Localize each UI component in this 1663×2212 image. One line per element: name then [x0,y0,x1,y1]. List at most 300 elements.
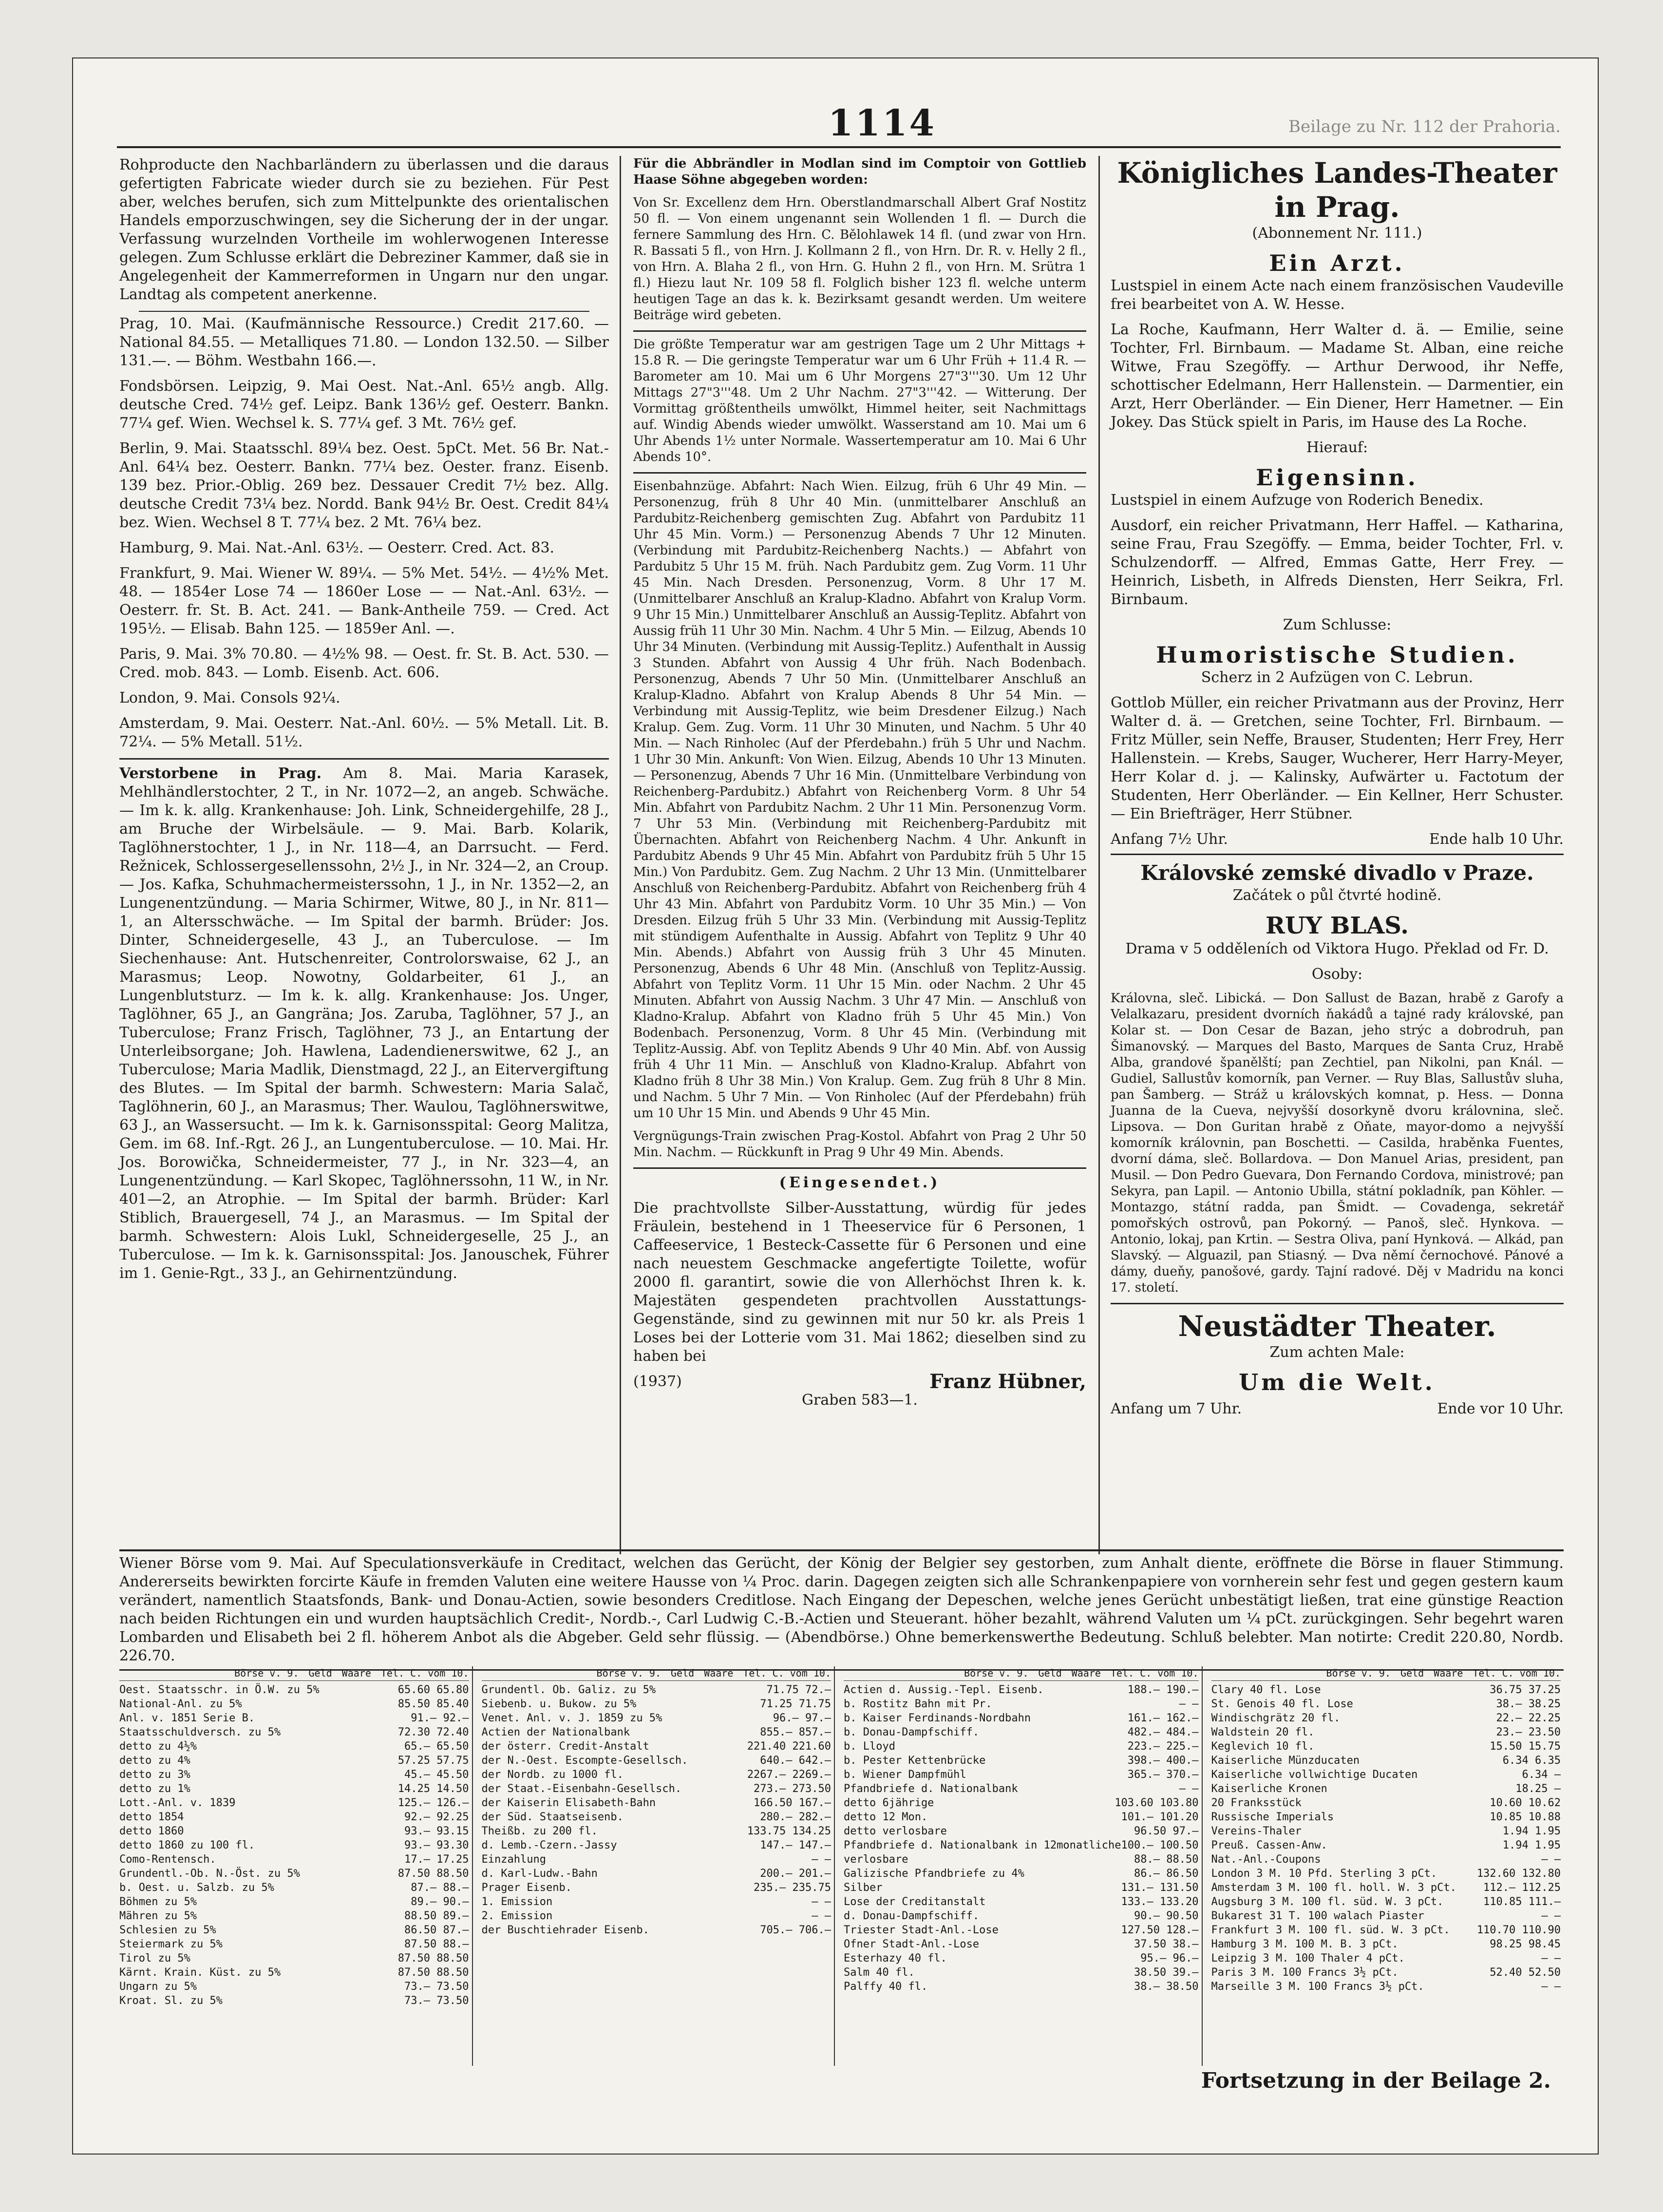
advert-heading: (Eingesendet.) [779,1174,941,1191]
program-note: Zum Schlusse: [1283,616,1392,633]
price-values: 131.— 131.50 [1121,1882,1199,1894]
price-values: 23.— 23.50 [1496,1726,1561,1738]
security-name: Pfandbriefe d. Nationalbank in 12monatliche [844,1839,1121,1851]
exchange-tables [119,1666,1564,2066]
cast-heading: Osoby: [1311,966,1363,983]
column-header: Waare [704,1667,734,1679]
column-divider [1098,156,1100,1554]
security-name: Waldstein 20 fl. [1211,1726,1315,1738]
table-row [1211,1980,1561,1994]
security-name: Palffy 40 fl. [844,1981,928,1993]
play-description: Lustspiel in einem Acte nach einem französischen Vaudeville frei bearbeitet von A. W. Hesse. [1111,277,1564,313]
price-values: 133.75 134.25 [747,1825,831,1837]
table-row [844,1768,1199,1782]
security-name: Frankfurt 3 M. 100 fl. süd. W. 3 pCt. [1211,1924,1450,1936]
donation-heading: Für die Abbrändler in Modlan sind im Comptoir von Gottlieb Haase Söhne abgegeben worden: [633,156,1086,187]
table-row [482,1838,832,1852]
market-amsterdam: Amsterdam, 9. Mai. Oesterr. Nat.-Anl. 60½. — 5% Metall. Lit. B. 72¼. — 5% Metall. 51½. [119,715,609,750]
security-name: detto zu 4½% [119,1740,197,1753]
column-header: Waare [1071,1667,1101,1679]
security-name: detto zu 1% [119,1783,190,1795]
security-name: Kaiserliche Münzducaten [1211,1754,1360,1767]
price-values: — — [812,1853,831,1866]
price-values: 72.30 72.40 [397,1726,469,1738]
security-name: der österr. Credit-Anstalt [481,1740,649,1753]
security-name: London 3 M. 10 Pfd. Sterling 3 pCt. [1211,1868,1437,1880]
table-row [1211,1923,1561,1937]
price-values: 86.— 86.50 [1134,1868,1199,1880]
column-header: Waare [341,1667,371,1679]
table-row [482,1895,832,1909]
column-header: Börse v. 9. [964,1667,1029,1679]
price-values: 87.50 88.50 [397,1952,469,1964]
price-values: — — [812,1896,831,1908]
table-row [1211,1739,1561,1754]
price-values: 188.— 190.— [1127,1684,1199,1696]
price-values: 101.— 101.20 [1121,1811,1199,1823]
price-values: 10.85 10.88 [1490,1811,1561,1823]
price-values: 273.— 273.50 [754,1783,831,1795]
table-row [844,1796,1199,1810]
market-prag: Prag, 10. Mai. (Kaufmännische Ressource.) Credit 217.60. — National 84.55. — Metalliques 71.80. — London 132.50. — Silber 131.—. — Böhm. Westbahn 166.—. [119,315,609,369]
table-row [482,1810,832,1824]
market-fonds: Fondsbörsen. Leipzig, 9. Mai Oest. Nat.-Anl. 65½ angb. Allg. deutsche Cred. 74½ gef. Leipz. Bank 136½ gef. Oesterr. Bankn. 77¼ gef. Wien. Wechsel k. S. 77¼ gef. 3 Mt. 76½ gef. [119,378,609,432]
security-name: Como-Rentensch. [119,1853,216,1866]
security-name: verlosbare [844,1853,908,1866]
price-values: 73.— 73.50 [404,1981,469,1993]
security-name: Keglevich 10 fl. [1211,1740,1315,1753]
divider [1111,854,1564,855]
price-values: 6.34 6.35 [1502,1754,1561,1767]
table-row [1211,1683,1561,1697]
price-values: 132.60 132.80 [1476,1868,1561,1880]
price-values: 65.60 65.80 [397,1684,469,1696]
table-row [1211,1965,1561,1980]
table-row [119,1810,469,1824]
table-row [1211,1937,1561,1951]
advert-number: (1937) [633,1373,682,1390]
price-values: 640.— 642.— [760,1754,831,1767]
security-name: b. Lloyd [844,1740,895,1753]
security-name: Venet. Anl. v. J. 1859 zu 5% [481,1712,662,1724]
security-name: 20 Franksstück [1211,1797,1302,1809]
security-name: Siebenb. u. Bukow. zu 5% [481,1698,637,1710]
play-title: Humoristische Studien. [1156,642,1518,668]
table-row [119,1923,469,1937]
table-row [482,1796,832,1810]
security-name: detto 1854 [119,1811,184,1823]
exchange-table [482,1666,835,2066]
table-row [119,1909,469,1923]
security-name: Preuß. Cassen-Anw. [1211,1839,1327,1851]
market-berlin: Berlin, 9. Mai. Staatsschl. 89¼ bez. Oest. 5pCt. Met. 56 Br. Nat.-Anl. 64¼ bez. Oesterr. Bankn. 77¼ bez. Oester. franz. Eisenb. 139 bez. Prior.-Oblig. 269 bez. Dessauer Credit 7½ bez. Allg. deutsche Credit 73¼ bez. Nordd. Bank 94½ Br. Oest. Credit 84¼ bez. Wien. Wechsel 8 T. 77¼ bez. 2 Mt. 76¼ bez. [119,440,609,531]
table-row [844,1909,1199,1923]
security-name: b. Pester Kettenbrücke [844,1754,986,1767]
price-values: 45.— 45.50 [404,1769,469,1781]
deaths-list: Am 8. Mai. Maria Karasek, Mehlhändlerstochter, 2 T., in Nr. 1072—2, an angeb. Schwäche. — Im k. k. allg. Krankenhause: Joh. Link, Schneidergehilfe, 28 J., am Bruche der Wirbelsäule. — 9. Mai. Barb. Kolarik, Taglöhnerstochter, 1 J., in Nr. 118—4, an Darrsucht. — Ferd. Režnicek, Schlossergesellenssohn, 2½ J., in Nr. 324—2, an Croup. — Jos. Kafka, Schuhmachermeisterssohn, 1 J., in Nr. 1352—2, an Lungenentzündung. — Maria Schirmer, Witwe, 80 J., in Nr. 811—1, an Altersschwäche. — Im Spital der barmh. Brüder: Jos. Dinter, Schneidergeselle, 43 J., an Tuberculose. — Im Siechenhause: Ant. Hutschenreiter, Controlorswaise, 62 J., an Marasmus; Leop. Nowotny, Goldarbeiter, 61 J., an Lungenblutsturz. — Im k. k. allg. Krankenhause: Jos. Unger, Taglöhner, 65 J., an Gangräna; Jos. Zaruba, Taglöhner, 57 J., an Tuberculose; Franz Frisch, Taglöhner, 73 J., an Entartung der Unterleibsorgane; Joh. Hawlena, Ladendienerswitwe, 62 J., an Tuberculose; Maria Madlik, Dienstmagd, 22 J., an Eitervergiftung des Blutes. — Im Spital der barmh. Schwestern: Maria Salač, Taglöhnerin, 60 J., an Marasmus; Ther. Waulou, Taglöhnerswitwe, 63 J., an Wassersucht. — Im k. k. Garnisonsspital: Georg Malitza, Gem. im 68. Inf.-Rgt. 26 J., an Lungentuberculose. — 10. Mai. Hr. Jos. Borowička, Schneidermeister, 77 J., in Nr. 323—4, an Lungenentzündung. — Karl Skopec, Taglöhnerssohn, 11 W., in Nr. 401—2, an Atrophie. — Im Spital der barmh. Brüder: Karl Stiblich, Brauergesell, 74 J., an Marasmus. — Im Spital der barmh. Schwestern: Alois Lukl, Schneidergeselle, 25 J., an Tuberculose. — Im k. k. Garnisonsspital: Jos. Janouschek, Führer im 1. Genie-Rgt., 33 J., an Gehirnentzündung. [119,765,609,1282]
exchange-table [119,1666,473,2066]
security-name: detto 1860 zu 100 fl. [119,1839,255,1851]
price-values: — — [1179,1783,1199,1795]
table-row [844,1725,1199,1739]
table-row [482,1768,832,1782]
table-row [119,1881,469,1895]
table-row [844,1895,1199,1909]
price-values: 17.— 17.25 [404,1853,469,1866]
price-values: 110.70 110.90 [1476,1924,1561,1936]
table-row [844,1810,1199,1824]
price-values: 87.50 88.50 [397,1966,469,1979]
theater-title: Königliches Landes-Theater in Prag. [1117,156,1557,224]
security-name: Mähren zu 5% [119,1910,197,1922]
price-values: 93.— 93.30 [404,1839,469,1851]
play-cast: Královna, sleč. Libická. — Don Sallust de Bazan, hrabě z Garofy a Velalkazaru, president dvorních ňakádů a tajné rady královské, pan Kolar st. — Don Cesar de Bazan, jeho strýc a dobrodruh, pan Šimanovský. — Marques del Basto, Marques de Santa Cruz, Hrabě Alba, grandové španělští; pan Zechtiel, pan Nikolni, pan Knál. — Gudiel, Sallustův komorník, pan Verner. — Ruy Blas, Sallustův sluha, pan Šamberg. — Stráž u královských komnat, p. Hess. — Donna Juanna de la Cueva, nejvyšší dosorkyně dvoru královnina, slеč. Lipsova. — Don Guritan hrabě z Oňate, mayor-domo a nejvyšší komorník královnin, pan Boschetti. — Casilda, hraběnka Fuentes, dvorní dáma, slеč. Bollardova. — Don Manuel Arias, president, pan Musil. — Don Pedro Guevara, Don Fernando Cordova, ministrové; pan Sekyra, pan Lapil. — Antonio Ubilla, státní pokladník, pan Köhler. — Montazgo, státní radda, pan Šmidt. — Covadenga, sekretář pomořských ostrovů, pan Pokorný. — Panoš, slеč. Hynkova. — Antonio, lokaj, pan Krtin. — Sestra Oliva, paní Hynková. — Alkád, pan Slavský. — Alguazil, pan Stiasný. — Dva němí černochové. Pánové a dámy, dueňy, panošové, gardy. Tajní radové. Děj v Madridu na konci 17. století. [1111,991,1564,1295]
advert-text: Die prachtvollste Silber-Ausstattung, würdig für jedes Fräulein, bestehend in 1 Theeservice für 6 Personen, 1 Caffeeservice, 1 Besteck-Cassette für 6 Personen und eine nach neuestem Geschmacke angefertigte Toilette, wofür 2000 fl. garantirt, sowie die von Allerhöchst Ihren k. k. Majestäten gespendeten prachtvollen Ausstattungs-Gegenstände, sind zu gewinnen mit nur 50 kr. als Preis 1 Loses bei der Lotterie vom 31. Mai 1862; dieselben sind zu haben bei [633,1200,1086,1365]
table-row [119,1725,469,1739]
security-name: Hamburg 3 M. 100 M. B. 3 pCt. [1211,1938,1398,1950]
price-values: 280.— 282.— [760,1811,831,1823]
theater-title: Neustädter Theater. [1178,1310,1496,1343]
play-description: Scherz in 2 Aufzügen von C. Lebrun. [1201,669,1474,686]
security-name: Einzahlung [481,1853,546,1866]
price-values: 6.34 — [1522,1769,1561,1781]
security-name: Tirol zu 5% [119,1952,190,1964]
table-row [119,1852,469,1867]
security-name: 2. Emission [481,1910,553,1922]
divider [119,758,609,760]
table-row [119,1937,469,1951]
price-values: 38.50 39.— [1134,1966,1199,1979]
security-name: Theißb. zu 200 fl. [481,1825,598,1837]
security-name: der Staat.-Eisenbahn-Gesellsch. [481,1783,682,1795]
excursion-train: Vergnügungs-Train zwischen Prag-Kostol. Abfahrt von Prag 2 Uhr 50 Min. Nachm. — Rückkunft in Prag 9 Uhr 49 Min. Abends. [633,1129,1086,1160]
price-values: 18.25 — [1515,1783,1561,1795]
end-time: Ende vor 10 Uhr. [1437,1400,1564,1417]
table-row [844,1980,1199,1994]
security-name: Anl. v. 1851 Serie B. [119,1712,255,1724]
security-name: Amsterdam 3 M. 100 fl. holl. W. 3 pCt. [1211,1882,1456,1894]
deaths-heading: Verstorbene in Prag. [119,765,322,782]
price-values: 482.— 484.— [1127,1726,1199,1738]
table-row [482,1852,832,1867]
column-header: Tel. C. vom 10. [743,1667,831,1679]
security-name: Bukarest 31 T. 100 walach Piaster [1211,1910,1424,1922]
column-header: Börse v. 9. [1326,1667,1391,1679]
exchange-table [1211,1666,1564,2066]
table-row [1211,1725,1561,1739]
start-time: Anfang um 7 Uhr. [1111,1400,1242,1417]
table-row [482,1867,832,1881]
security-name: Steiermark zu 5% [119,1938,223,1950]
column-header: Tel. C. vom 10. [1110,1667,1199,1679]
column-header: Börse v. 9. [596,1667,661,1679]
table-row [1211,1697,1561,1711]
price-values: 38.— 38.25 [1496,1698,1561,1710]
table-row [1211,1754,1561,1768]
running-title: Beilage zu Nr. 112 der Prahoria. [1288,117,1561,136]
price-values: — — [1541,1952,1561,1964]
security-name: d. Karl-Ludw.-Bahn [481,1868,598,1880]
security-name: Prager Eisenb. [481,1882,572,1894]
security-name: detto 6jährige [844,1797,934,1809]
security-name: Actien der Nationalbank [481,1726,630,1738]
play-description: Drama v 5 odděleních od Viktora Hugo. Překlad od Fr. D. [1125,940,1549,957]
security-name: Marseille 3 M. 100 Francs 3½ pCt. [1211,1981,1424,1993]
column-right [1111,156,1564,1530]
price-values: 86.50 87.— [404,1924,469,1936]
security-name: Leipzig 3 M. 100 Thaler 4 pCt. [1211,1952,1405,1964]
play-title: Ein Arzt. [1269,250,1405,276]
continuation-note: Fortsetzung in der Beilage 2. [1201,2068,1551,2093]
table-row [482,1881,832,1895]
start-time: Začátek o půl čtvrté hodině. [1232,887,1442,904]
security-name: d. Lemb.-Czern.-Jassy [481,1839,617,1851]
price-values: — — [1179,1698,1199,1710]
table-row [119,1824,469,1838]
railway-timetable: Eisenbahnzüge. Abfahrt: Nach Wien. Eilzug, früh 6 Uhr 49 Min. — Personenzug, früh 8 Uhr 40 Min. (unmittelbarer Anschluß an Pardubitz-Reichenberg gemischten Zug. Abfahrt von Pardubitz 11 Uhr 45 Min. Vorm.) — Personenzug Abends 7 Uhr 12 Minuten. (Verbindung mit Pardubitz-Reichenberg Nachts.) — Abfahrt von Pardubitz 5 Uhr 15 M. früh. Nach Pardubitz gem. Zug Vorm. 11 Uhr 45 Min. Nach Dresden. Personenzug, Vorm. 8 Uhr 17 M. (Unmittelbarer Anschluß an Kralup-Kladno. Abfahrt von Kralup Vorm. 9 Uhr 15 Min.) Unmittelbarer Anschluß an Aussig-Teplitz. Abfahrt von Aussig früh 11 Uhr 30 Min. Nachm. 4 Uhr 5 Min. — Eilzug, Abends 10 Uhr 34 Minuten. (Verbindung mit Aussig-Teplitz.) Aufenthalt in Aussig 3 Stunden. Abfahrt von Aussig 4 Uhr früh. Nach Bodenbach. Personenzug, Abends 7 Uhr 50 Min. (Unmittelbarer Anschluß an Kralup-Kladno. Abfahrt von Kralup Abends 8 Uhr 54 Min. — Verbindung mit Aussig-Teplitz, wie beim Dresdener Eilzug.) Nach Kralup. Gem. Zug. Vorm. 11 Uhr 30 Minuten, und Nachm. 5 Uhr 40 Min. — Nach Rinholec (Auf der Pferdebahn.) früh 5 Uhr und Nachm. 1 Uhr 30 Min. Ankunft: Von Wien. Eilzug, Abends 10 Uhr 13 Minuten. — Personenzug, Abends 7 Uhr 16 Min. (Unmittelbare Verbindung von Reichenberg-Pardubitz.) Abfahrt von Reichenberg Vorm. 8 Uhr 54 Min. Abfahrt von Pardubitz Nachm. 2 Uhr 11 Min. Personenzug Vorm. 7 Uhr 53 Min. (Verbindung mit Reichenberg-Pardubitz mit Übernachten. Abfahrt von Reichenberg Nachm. 4 Uhr. Ankunft in Pardubitz Abends 9 Uhr 45 Min. Abfahrt von Pardubitz früh 5 Uhr 15 Min.) Von Pardubitz. Gem. Zug Nachm. 2 Uhr 13 Min. (Unmittelbarer Anschluß von Reichenberg-Pardubitz. Abfahrt von Reichenberg früh 4 Uhr 43 Min. Abfahrt von Pardubitz Vorm. 10 Uhr 35 Min.) — Von Dresden. Eilzug früh 5 Uhr 33 Min. (Verbindung mit Aussig-Teplitz mit stündigem Aufenthalte in Aussig. Abfahrt von Teplitz 9 Uhr 40 Min. Abends.) Abfahrt von Aussig früh 3 Uhr 45 Minuten. Personenzug, Abends 6 Uhr 48 Min. (Anschluß von Teplitz-Aussig. Abfahrt von Teplitz Vorm. 11 Uhr 15 Min. oder Nachm. 2 Uhr 45 Minuten. Abfahrt von Aussig Nachm. 3 Uhr 47 Min. — Anschluß von Kladno-Kralup. Abfahrt von Kladno früh 5 Uhr 45 Min.) Von Bodenbach. Personenzug, Vorm. 8 Uhr 45 Min. (Verbindung mit Teplitz-Aussig. Abf. von Teplitz Abends 9 Uhr 40 Min. Abf. von Aussig früh 4 Uhr 11 Min. — Anschluß von Kladno-Kralup. Abfahrt von Kladno früh 8 Uhr 38 Min.) Von Kralup. Gem. Zug früh 8 Uhr 8 Min. und Nachm. 5 Uhr 7 Min. — Von Rinholec (Auf der Pferdebahn) früh um 10 Uhr 15 Min. und Abends 9 Uhr 45 Min. [633,479,1086,1121]
price-values: 2267.— 2269.— [747,1769,831,1781]
price-values: — — [1541,1981,1561,1993]
table-row [1211,1711,1561,1725]
security-name: detto verlosbare [844,1825,947,1837]
security-name: Staatsschuldversch. zu 5% [119,1726,281,1738]
table-row [119,1683,469,1697]
divider [633,1167,1086,1169]
price-values: 57.25 57.75 [397,1754,469,1767]
security-name: der Süd. Staatseisenb. [481,1811,624,1823]
security-name: Actien d. Aussig.-Tepl. Eisenb. [844,1684,1044,1696]
table-row [1211,1909,1561,1923]
table-row [844,1683,1199,1697]
table-row [119,1994,469,2008]
security-name: der Nordb. zu 1000 fl. [481,1769,624,1781]
table-row [1211,1852,1561,1867]
table-row [482,1739,832,1754]
price-values: 365.— 370.— [1127,1769,1199,1781]
table-row [482,1782,832,1796]
price-values: — — [1541,1853,1561,1866]
security-name: Windischgrätz 20 fl. [1211,1712,1341,1724]
table-row [119,1867,469,1881]
column-middle [633,156,1086,1530]
security-name: Böhmen zu 5% [119,1896,197,1908]
security-name: 1. Emission [481,1896,553,1908]
security-name: Galizische Pfandbriefe zu 4% [844,1868,1024,1880]
price-values: 89.— 90.— [411,1896,469,1908]
security-name: St. Genois 40 fl. Lose [1211,1698,1353,1710]
security-name: Silber [844,1882,883,1894]
table-row [119,1754,469,1768]
table-header [1211,1666,1561,1681]
table-row [844,1937,1199,1951]
end-time: Ende halb 10 Uhr. [1429,831,1564,848]
play-cast: La Roche, Kaufmann, Herr Walter d. ä. — Emilie, seine Tochter, Frl. Birnbaum. — Madame St. Alban, eine reiche Witwe, Frau Szegöffy. — Arthur Derwood, ihr Neffe, schottischer Edelmann, Herr Hallenstein. — Darmentier, ein Arzt, Herr Oberländer. — Ein Diener, Herr Hametner. — Ein Jokey. Das Stück spielt in Paris, im Hause des La Roche. [1111,321,1564,431]
price-values: 22.— 22.25 [1496,1712,1561,1724]
table-row [1211,1796,1561,1810]
table-row [482,1697,832,1711]
play-title: Eigensinn. [1256,464,1418,491]
price-values: 110.85 111.— [1483,1896,1561,1908]
price-values: 103.60 103.80 [1115,1797,1199,1809]
table-row [1211,1768,1561,1782]
price-values: 90.— 90.50 [1134,1910,1199,1922]
price-values: 96.50 97.— [1134,1825,1199,1837]
security-name: Kärnt. Krain. Küst. zu 5% [119,1966,281,1979]
price-values: 52.40 52.50 [1490,1966,1561,1979]
security-name: Ungarn zu 5% [119,1981,197,1993]
table-row [119,1796,469,1810]
security-name: Schlesien zu 5% [119,1924,216,1936]
column-header: Geld [1038,1667,1062,1679]
security-name: Lott.-Anl. v. 1839 [119,1797,236,1809]
table-row [1211,1838,1561,1852]
column-header: Waare [1434,1667,1463,1679]
column-header: Tel. C. vom 10. [380,1667,469,1679]
security-name: b. Wiener Dampfmühl [844,1769,966,1781]
price-values: 161.— 162.— [1127,1712,1199,1724]
security-name: Lose der Creditanstalt [844,1896,986,1908]
security-name: der N.-Oest. Escompte-Gesellsch. [481,1754,688,1767]
theater-title: Královské zemské divadlo v Praze. [1140,861,1534,885]
table-row [1211,1824,1561,1838]
price-values: 398.— 400.— [1127,1754,1199,1767]
security-name: Esterhazy 40 fl. [844,1952,947,1964]
table-row [844,1867,1199,1881]
play-cast: Ausdorf, ein reicher Privatmann, Herr Haffel. — Katharina, seine Frau, Frau Szegöffy. — Emma, beider Tochter, Frl. v. Schulzendorff. — Alfred, Emmas Gatte, Herr Frey. — Heinrich, Lisbeth, in Alfreds Diensten, Herr Seikra, Frl. Birnbaum. [1111,517,1564,608]
price-values: 95.— 96.— [1140,1952,1199,1964]
price-values: 705.— 706.— [760,1924,831,1936]
divider [633,330,1086,332]
column-header: Geld [670,1667,695,1679]
price-values: 87.50 88.50 [397,1868,469,1880]
security-name: b. Kaiser Ferdinands-Nordbahn [844,1712,1031,1724]
table-row [1211,1895,1561,1909]
security-name: b. Rostitz Bahn mit Pr. [844,1698,992,1710]
table-row [844,1782,1199,1796]
table-row [119,1838,469,1852]
price-values: 112.— 112.25 [1483,1882,1561,1894]
price-values: 166.50 167.— [754,1797,831,1809]
divider [139,311,589,312]
security-name: Kaiserliche Kronen [1211,1783,1327,1795]
price-values: 127.50 128.— [1121,1924,1199,1936]
security-name: Salm 40 fl. [844,1966,915,1979]
donation-list: Von Sr. Excellenz dem Hrn. Oberstlandmarschall Albert Graf Nostitz 50 fl. — Von einem ungenannt sein Wollenden 1 fl. — Durch die fernere Sammlung des Hrn. C. Bělohlawek 14 fl. (und zwar von Hrn. R. Bassati 5 fl., von Hrn. J. Kollmann 2 fl., von Hrn. Dr. R. v. Helly 2 fl., von Hrn. A. Blaha 2 fl., von Hrn. G. Huhn 2 fl., von Hrn. M. Srütra 1 fl.) Hiezu laut Nr. 109 58 fl. Folglich bisher 123 fl. welche unterm heutigen Tage an das k. k. Bezirksamt gesandt werden. Um weitere Beiträge wird gebeten. [633,195,1086,323]
price-values: 98.25 98.45 [1490,1938,1561,1950]
table-row [119,1739,469,1754]
table-row [119,1965,469,1980]
divider [633,472,1086,474]
price-values: 200.— 201.— [760,1868,831,1880]
table-row [119,1782,469,1796]
security-name: Augsburg 3 M. 100 fl. süd. W. 3 pCt. [1211,1896,1444,1908]
price-values: 125.— 126.— [397,1797,469,1809]
price-values: 85.50 85.40 [397,1698,469,1710]
table-row [844,1697,1199,1711]
table-row [844,1711,1199,1725]
table-row [844,1838,1199,1852]
security-name: Paris 3 M. 100 Francs 3½ pCt. [1211,1966,1398,1979]
table-row [844,1881,1199,1895]
market-paris: Paris, 9. Mai. 3% 70.80. — 4½% 98. — Oest. fr. St. B. Act. 530. — Cred. mob. 843. — Lomb. Eisenb. Act. 606. [119,646,609,681]
header-rule [117,146,1561,148]
table-row [844,1824,1199,1838]
divider [1111,1303,1564,1304]
price-values: 1.94 1.95 [1502,1825,1561,1837]
security-name: Kaiserliche vollwichtige Ducaten [1211,1769,1418,1781]
table-row [482,1754,832,1768]
advert-address: Graben 583—1. [802,1392,918,1409]
column-header: Geld [1400,1667,1424,1679]
price-values: 73.— 73.50 [404,1995,469,2007]
price-values: 1.94 1.95 [1502,1839,1561,1851]
table-row [482,1923,832,1937]
price-values: 87.— 88.— [411,1882,469,1894]
play-title: RUY BLAS. [1266,912,1409,939]
market-frankfurt: Frankfurt, 9. Mai. Wiener W. 89¼. — 5% Met. 54½. — 4½% Met. 48. — 1854er Lose 74 — 1860er Lose — — Nat.-Anl. 63½. — Oesterr. fr. St. B. Act. 241. — Bank-Antheile 759. — Cred. Act 195½. — Elisab. Bahn 125. — 1859er Anl. —. [119,565,609,637]
program-note: Hierauf: [1306,439,1368,456]
table-row [844,1951,1199,1965]
price-values: 147.— 147.— [760,1839,831,1851]
price-values: 37.50 38.— [1134,1938,1199,1950]
price-values: 88.— 88.50 [1134,1853,1199,1866]
price-values: — — [1541,1910,1561,1922]
security-name: Ofner Stadt-Anl.-Lose [844,1938,980,1950]
table-row [482,1824,832,1838]
table-row [482,1711,832,1725]
security-name: Grundentl.-Ob. N.-Öst. zu 5% [119,1868,300,1880]
theater-abonnement: (Abonnement Nr. 111.) [1252,225,1422,242]
table-row [119,1980,469,1994]
table-row [1211,1782,1561,1796]
security-name: detto 1860 [119,1825,184,1837]
table-row [1211,1810,1561,1824]
security-name: Nat.-Anl.-Coupons [1211,1853,1321,1866]
table-row [844,1923,1199,1937]
security-name: Pfandbriefe d. Nationalbank [844,1783,1018,1795]
security-name: der Buschtiehrader Eisenb. [481,1924,649,1936]
security-name: b. Donau-Dampfschiff. [844,1726,980,1738]
column-left [119,156,609,1530]
price-values: 100.— 100.50 [1121,1839,1199,1851]
table-row [844,1754,1199,1768]
exchange-table [844,1666,1203,2066]
table-row [844,1739,1199,1754]
advert-signature: Franz Hübner, [929,1370,1086,1393]
price-values: 71.25 71.75 [760,1698,831,1710]
price-values: 855.— 857.— [760,1726,831,1738]
start-time: Anfang 7½ Uhr. [1111,831,1228,848]
price-values: 235.— 235.75 [754,1882,831,1894]
price-values: 221.40 221.60 [747,1740,831,1753]
price-values: 88.50 89.— [404,1910,469,1922]
table-row [119,1895,469,1909]
price-values: 71.75 72.— [766,1684,831,1696]
security-name: Vereins-Thaler [1211,1825,1302,1837]
stock-exchange-report: Wiener Börse vom 9. Mai. Auf Speculationsverkäufe in Creditact, welchen das Gerücht, der König der Belgier sey gestorben, zum Anhalt diente, eröffnete die Börse in flauer Stimmung. Andererseits bewirkten forcirte Käufe in fremden Valuten eine weitere Hausse von ¼ Proc. darin. Dagegen zeigten sich alle Schrankenpapiere von vornherein sehr fest und gegen gestern kaum verändert, namentlich Staatsfonds, Bank- und Donau-Actien, sowie besonders Creditlose. Nach Eingang der Depeschen, welche jenes Gerücht unbestätigt ließen, trat eine günstige Reaction nach beiden Richtungen ein und wurden hauptsächlich Credit-, Nordb.-, Carl Ludwig C.-B.-Actien und Steuerant. höher bezahlt, während Valuten um ¼ pCt. zurückgingen. Sehr begehrt waren Lombarden und Elisabeth bei 2 fl. höherem Anbot als die Abgeber. Geld sehr flüssig. — (Abendbörse.) Ohne bemerkenswerthe Bedeutung. Schluß belebter. Man notirte: Credit 220.80, Nordb. 226.70. [119,1549,1564,1671]
play-cast: Gottlob Müller, ein reicher Privatmann aus der Provinz, Herr Walter d. ä. — Gretchen, seine Tochter, Frl. Birnbaum. — Fritz Müller, sein Neffe, Brauser, Studenten; Herr Frey, Herr Hallenstein. — Krebs, Sauger, Wucherer, Herr Harry-Meyer, Herr Kolar d. j. — Kalinsky, Aufwärter u. Factotum der Studenten, Herr Oberländer. — Ein Kellner, Herr Schuster. — Ein Briefträger, Herr Stübner. [1111,694,1564,822]
market-london: London, 9. Mai. Consols 92¼. [119,689,340,706]
security-name: b. Oest. u. Salzb. zu 5% [119,1882,274,1894]
table-row [482,1725,832,1739]
price-values: 38.— 38.50 [1134,1981,1199,1993]
table-row [1211,1881,1561,1895]
table-row [1211,1951,1561,1965]
table-row [1211,1867,1561,1881]
security-name: detto 12 Mon. [844,1811,928,1823]
security-name: der Kaiserin Elisabeth-Bahn [481,1797,656,1809]
program-note: Zum achten Male: [1269,1344,1405,1361]
